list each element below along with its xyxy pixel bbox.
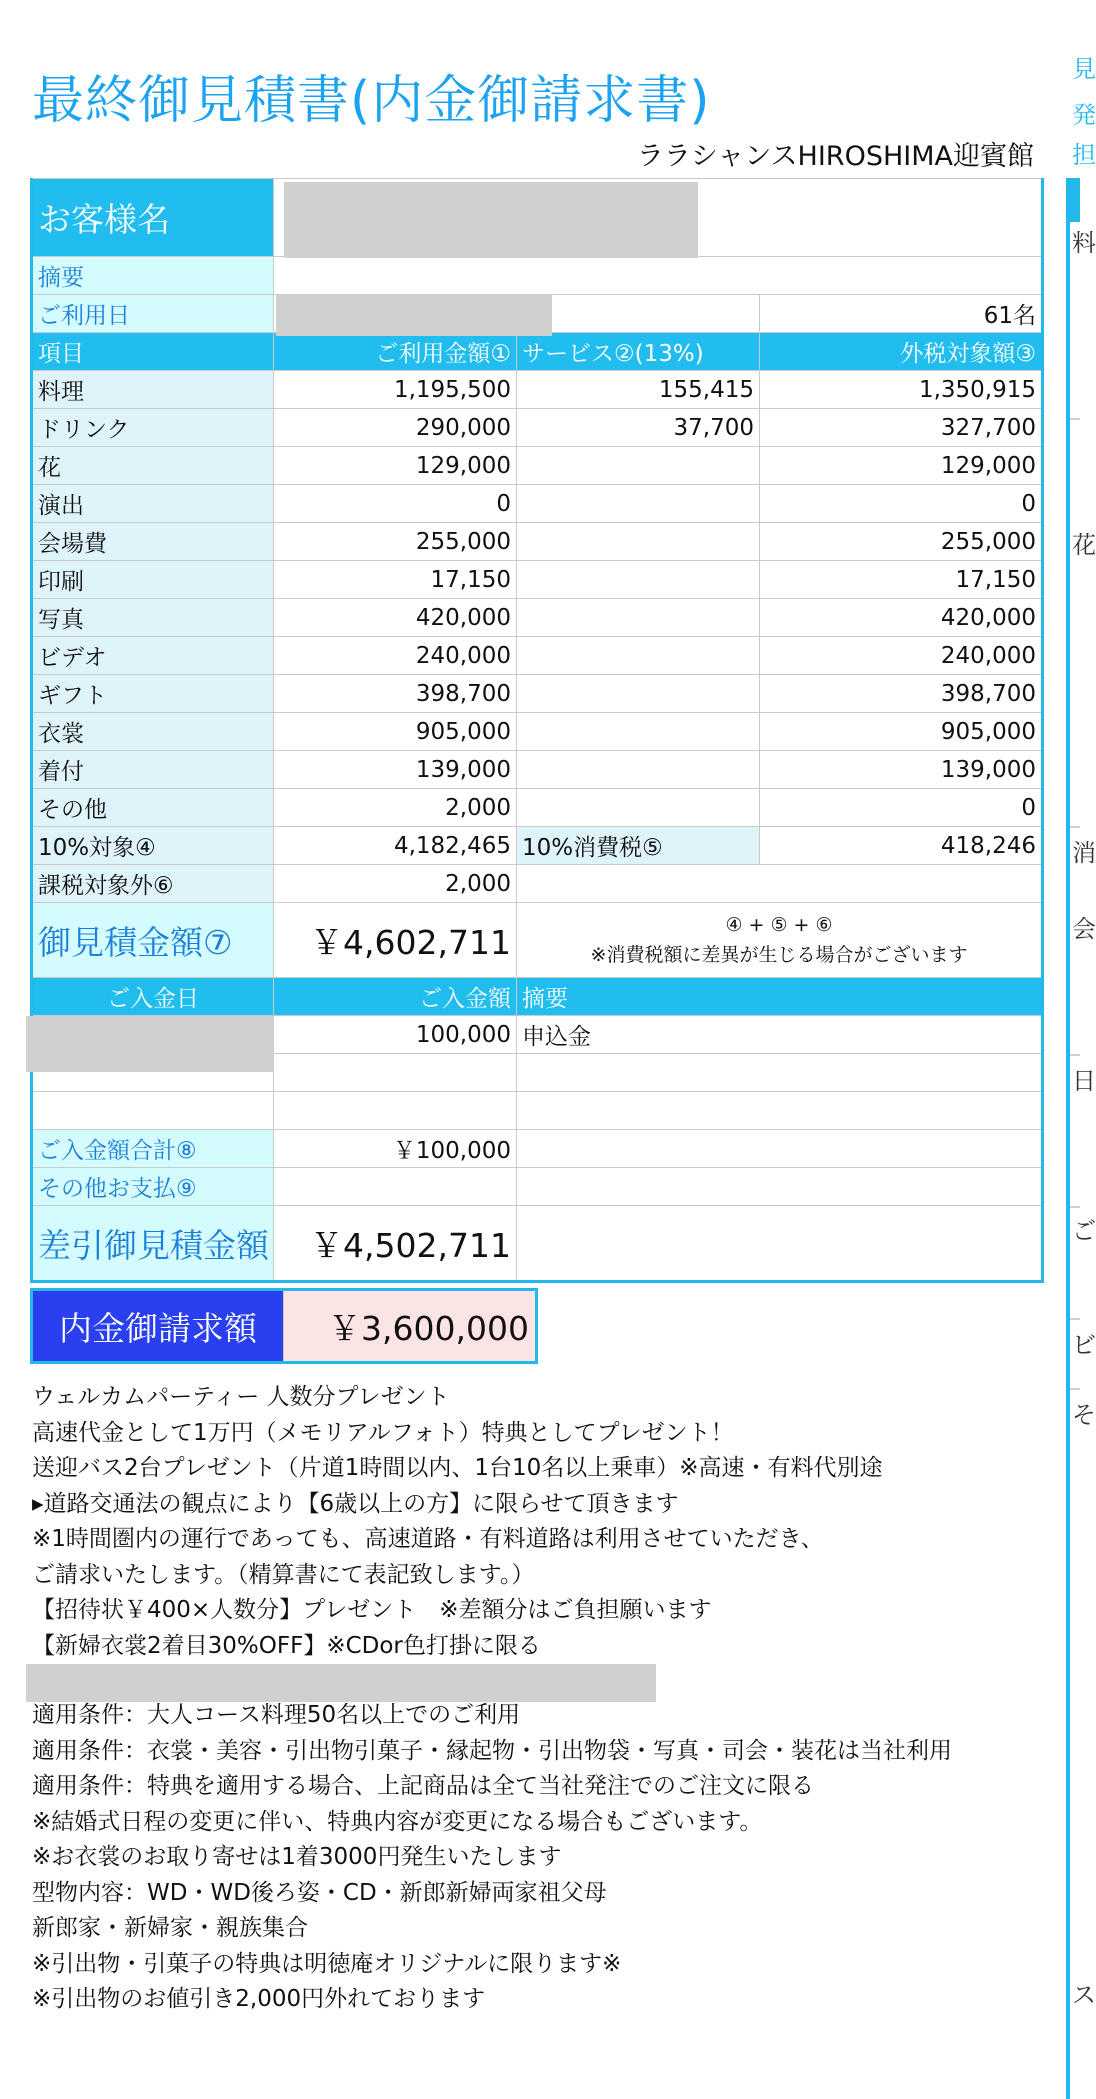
item-row (32, 485, 1043, 523)
note-line: 【招待状￥400×人数分】プレゼント ※差額分はご負担願います (32, 1597, 712, 1623)
empty-cell (274, 1092, 517, 1130)
item-taxable: 129,000 (760, 447, 1043, 485)
item-row (32, 371, 1043, 409)
item-usage: 2,000 (274, 789, 517, 827)
condition-line: ※お衣裳のお取り寄せは1着3000円発生いたします (32, 1844, 562, 1870)
item-row (32, 637, 1043, 675)
item-row (32, 409, 1043, 447)
item-name: 料理 (32, 371, 274, 409)
item-row (32, 447, 1043, 485)
summary-value (274, 257, 1043, 295)
item-taxable: 327,700 (760, 409, 1043, 447)
item-usage: 17,150 (274, 561, 517, 599)
empty-cell (274, 1054, 517, 1092)
item-name: 写真 (32, 599, 274, 637)
non-taxable-label: 課税対象外⑥ (32, 865, 274, 903)
item-name: 演出 (32, 485, 274, 523)
adjacent-sheet-glyph: 花 (1072, 531, 1096, 559)
header-usage: ご利用金額① (274, 333, 517, 371)
item-usage: 1,195,500 (274, 371, 517, 409)
condition-line: 適用条件：大人コース料理50名以上でのご利用 (32, 1702, 521, 1728)
tax10-value: 4,182,465 (274, 827, 517, 865)
redacted-customer-name (284, 182, 698, 258)
item-usage: 0 (274, 485, 517, 523)
header-taxable: 外税対象額③ (760, 333, 1043, 371)
note-line: 高速代金として1万円（メモリアルフォト）特典としてプレゼント！ (32, 1419, 734, 1446)
item-service (517, 599, 760, 637)
item-row (32, 561, 1043, 599)
consumption-tax-label: 10%消費税⑤ (517, 827, 760, 865)
item-row (32, 713, 1043, 751)
estimate-formula: ④ + ⑤ + ⑥ (725, 914, 833, 936)
item-row (32, 789, 1043, 827)
item-usage: 420,000 (274, 599, 517, 637)
item-taxable: 139,000 (760, 751, 1043, 789)
guest-count: 61名 (760, 295, 1043, 333)
item-taxable: 0 (760, 789, 1043, 827)
empty-cell (517, 1206, 1043, 1282)
header-service: サービス②(13%) (517, 333, 760, 371)
invoice-label: 内金御請求額 (33, 1291, 283, 1361)
estimate-table (30, 178, 1044, 1283)
adjacent-sheet-rule (1070, 1206, 1080, 1208)
item-service (517, 789, 760, 827)
item-row (32, 751, 1043, 789)
adjacent-sheet-header (1066, 178, 1080, 222)
condition-line: ※引出物・引菓子の特典は明徳庵オリジナルに限ります※ (32, 1950, 622, 1977)
item-row (32, 523, 1043, 561)
condition-line: 型物内容：WD・WD後ろ姿・CD・新郎新婦両家祖父母 (32, 1879, 607, 1906)
consumption-tax-value: 418,246 (760, 827, 1043, 865)
adjacent-sheet-glyph: 発 (1072, 101, 1096, 129)
empty-cell (517, 1168, 1043, 1206)
adjacent-sheet-rule (1070, 1054, 1080, 1056)
item-taxable: 17,150 (760, 561, 1043, 599)
condition-notes (32, 1698, 1072, 2018)
tax10-label: 10%対象④ (32, 827, 274, 865)
item-usage: 905,000 (274, 713, 517, 751)
item-service: 37,700 (517, 409, 760, 447)
empty-cell (517, 1092, 1043, 1130)
item-service (517, 561, 760, 599)
item-taxable: 398,700 (760, 675, 1043, 713)
item-usage: 129,000 (274, 447, 517, 485)
estimate-note: ※消費税額に差異が生じる場合がございます (590, 944, 968, 966)
adjacent-sheet-glyph: 見 (1072, 55, 1096, 83)
empty-cell (517, 1054, 1043, 1092)
redacted-payment-date (26, 1016, 274, 1072)
item-service (517, 713, 760, 751)
item-usage: 290,000 (274, 409, 517, 447)
adjacent-sheet-glyph: 会 (1072, 915, 1096, 943)
item-usage: 398,700 (274, 675, 517, 713)
payment-total-value: ￥100,000 (274, 1130, 517, 1168)
empty-cell (517, 1130, 1043, 1168)
adjacent-sheet-rule (1070, 1318, 1080, 1320)
redacted-note (26, 1664, 656, 1702)
note-line: ▸道路交通法の観点により【6歳以上の方】に限らせて頂きます (32, 1490, 679, 1517)
estimate-value: ￥4,602,711 (274, 903, 517, 978)
benefit-notes (32, 1380, 1062, 1664)
payment-date-header: ご入金日 (32, 978, 274, 1016)
page-title: 最終御見積書(内金御請求書) (32, 71, 711, 131)
adjacent-sheet-rule (1070, 418, 1080, 420)
item-name: 衣裳 (32, 713, 274, 751)
date-label: ご利用日 (32, 295, 274, 333)
item-taxable: 1,350,915 (760, 371, 1043, 409)
condition-line: ※結婚式日程の変更に伴い、特典内容が変更になる場合もございます。 (32, 1808, 763, 1835)
adjacent-sheet-glyph: ご (1072, 1217, 1096, 1245)
non-taxable-value: 2,000 (274, 865, 517, 903)
item-row (32, 675, 1043, 713)
condition-line: 新郎家・新婦家・親族集合 (32, 1915, 308, 1941)
payment-memo-header: 摘要 (517, 978, 1043, 1016)
item-name: 会場費 (32, 523, 274, 561)
item-taxable: 905,000 (760, 713, 1043, 751)
invoice-box (30, 1288, 538, 1364)
condition-line: 適用条件：衣裳・美容・引出物引菓子・縁起物・引出物袋・写真・司会・装花は当社利用 (32, 1737, 952, 1764)
net-estimate-label: 差引御見積金額 (32, 1206, 274, 1282)
item-name: 印刷 (32, 561, 274, 599)
invoice-value: ￥3,600,000 (283, 1291, 535, 1361)
payment-total-label: ご入金額合計⑧ (32, 1130, 274, 1168)
estimate-note-cell (517, 903, 1043, 978)
empty-cell (274, 1168, 517, 1206)
item-taxable: 420,000 (760, 599, 1043, 637)
condition-line: ※引出物のお値引き2,000円外れております (32, 1986, 486, 2012)
item-name: 花 (32, 447, 274, 485)
item-usage: 255,000 (274, 523, 517, 561)
adjacent-sheet-glyph: 担 (1072, 141, 1096, 169)
header-item: 項目 (32, 333, 274, 371)
item-service (517, 637, 760, 675)
adjacent-sheet-rule (1070, 1388, 1080, 1390)
redacted-date (276, 294, 552, 336)
item-service (517, 447, 760, 485)
item-name: ギフト (32, 675, 274, 713)
note-line: ご請求いたします。（精算書にて表記致します。） (32, 1561, 535, 1588)
item-row (32, 599, 1043, 637)
item-service (517, 751, 760, 789)
item-taxable: 240,000 (760, 637, 1043, 675)
condition-line: 適用条件：特典を適用する場合、上記商品は全て当社発注でのご注文に限る (32, 1773, 814, 1799)
payment-memo: 申込金 (517, 1016, 1043, 1054)
summary-label: 摘要 (32, 257, 274, 295)
item-usage: 240,000 (274, 637, 517, 675)
note-line: 送迎バス2台プレゼント（片道1時間以内、1台10名以上乗車）※高速・有料代別途 (32, 1455, 883, 1481)
adjacent-sheet-glyph: 日 (1072, 1067, 1096, 1095)
item-taxable: 255,000 (760, 523, 1043, 561)
note-line: ※1時間圏内の運行であっても、高速道路・有料道路は利用させていただき、 (32, 1526, 824, 1552)
payment-amount: 100,000 (274, 1016, 517, 1054)
adjacent-sheet-glyph: 料 (1072, 229, 1096, 257)
item-name: ビデオ (32, 637, 274, 675)
empty-cell (32, 1092, 274, 1130)
item-name: その他 (32, 789, 274, 827)
empty-cell (517, 865, 1043, 903)
adjacent-sheet-glyph: そ (1072, 1401, 1096, 1429)
item-name: ドリンク (32, 409, 274, 447)
adjacent-sheet-rule (1070, 826, 1080, 828)
note-line: ウェルカムパーティー 人数分プレゼント (32, 1384, 450, 1410)
item-taxable: 0 (760, 485, 1043, 523)
payment-amount-header: ご入金額 (274, 978, 517, 1016)
adjacent-sheet-glyph: ビ (1072, 1331, 1096, 1359)
item-name: 着付 (32, 751, 274, 789)
venue-name: ララシャンスHIROSHIMA迎賓館 (636, 141, 1034, 172)
customer-label: お客様名 (32, 179, 274, 257)
item-service (517, 485, 760, 523)
item-service (517, 675, 760, 713)
item-service: 155,415 (517, 371, 760, 409)
net-estimate-value: ￥4,502,711 (274, 1206, 517, 1282)
item-service (517, 523, 760, 561)
other-payment-label: その他お支払⑨ (32, 1168, 274, 1206)
adjacent-sheet-glyph: ス (1072, 1981, 1096, 2009)
note-line: 【新婦衣裳2着目30%OFF】※CDor色打掛に限る (32, 1632, 541, 1659)
estimate-label: 御見積金額⑦ (32, 903, 274, 978)
adjacent-sheet-glyph: 消 (1072, 839, 1096, 867)
item-usage: 139,000 (274, 751, 517, 789)
